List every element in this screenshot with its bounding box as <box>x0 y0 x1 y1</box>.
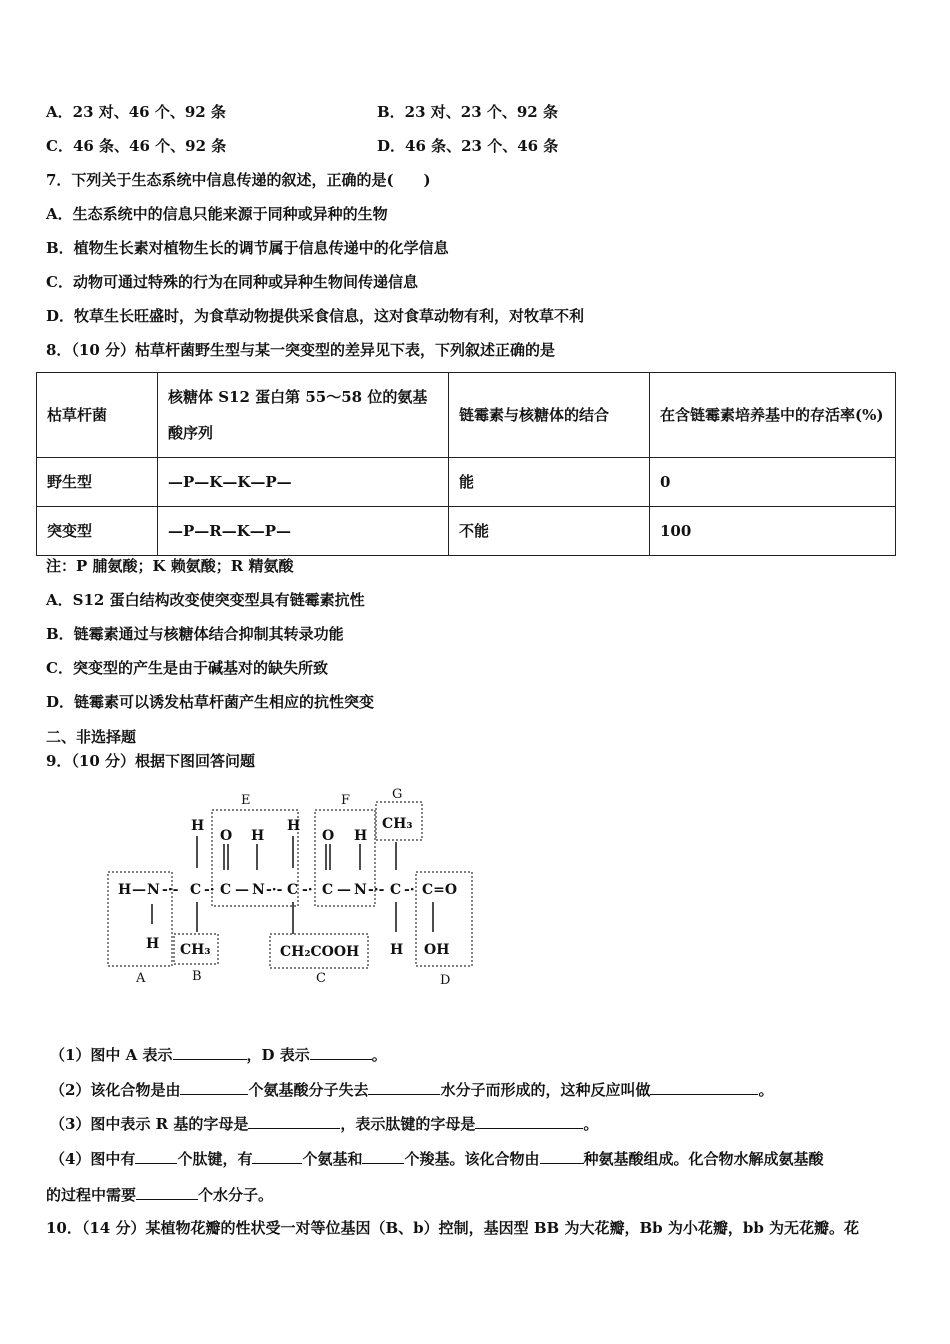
table-note: 注：P 脯氨酸；K 赖氨酸；R 精氨酸 <box>46 557 294 575</box>
svg-text:-·: -· <box>404 882 415 898</box>
table-row <box>37 458 896 507</box>
table-cell: 0 <box>650 458 896 507</box>
q9-sub4-text: 的过程中需要 <box>46 1186 137 1204</box>
atom-c: C <box>287 882 299 898</box>
atom-co: C=O <box>422 882 458 898</box>
atom-oh: OH <box>424 942 450 958</box>
answer-blank[interactable] <box>310 1043 372 1060</box>
answer-blank[interactable] <box>180 1078 248 1095</box>
table-cell: —P—K—K—P— <box>158 458 449 507</box>
atom-h: H <box>390 942 404 958</box>
q9-sub2-text: （2）该化合物是由 <box>50 1081 181 1099</box>
q9-sub4-text: 个羧基。该化合物由 <box>404 1150 540 1168</box>
question-8-stem: 8．（10 分）枯草杆菌野生型与某一突变型的差异见下表，下列叙述正确的是 <box>46 341 556 359</box>
q9-sub3-text: 。 <box>583 1115 599 1133</box>
label-g: G <box>392 787 403 802</box>
answer-blank[interactable] <box>540 1147 584 1164</box>
q9-sub3-text: （3）图中表示 R 基的字母是 <box>50 1115 249 1133</box>
atom-o: O <box>220 828 233 844</box>
q8-option-b: B．链霉素通过与核糖体结合抑制其转录功能 <box>46 625 344 643</box>
q9-sub4-text: 个肽键，有 <box>177 1150 253 1168</box>
label-b: B <box>192 969 202 984</box>
table-cell: 100 <box>650 507 896 556</box>
option-c: C．46 条、46 个、92 条 <box>46 137 227 155</box>
atom-n: N <box>147 882 160 898</box>
q8-option-a: A．S12 蛋白结构改变使突变型具有链霉素抗性 <box>46 591 365 609</box>
answer-blank[interactable] <box>173 1043 247 1060</box>
question-7-stem: 7．下列关于生态系统中信息传递的叙述，正确的是( ) <box>46 171 431 189</box>
svg-text:-·: -· <box>204 882 215 898</box>
comparison-table <box>36 372 896 556</box>
table-header-cell: 枯草杆菌 <box>37 373 158 458</box>
atom-h: H <box>118 882 132 898</box>
q9-sub4-cont <box>46 1183 273 1205</box>
q9-sub4 <box>50 1147 824 1169</box>
svg-text:—: — <box>132 882 146 898</box>
label-c: C <box>316 971 326 986</box>
answer-blank[interactable] <box>248 1112 340 1129</box>
q9-sub2-text: 。 <box>758 1081 774 1099</box>
q9-sub1 <box>50 1043 387 1065</box>
peptide-structure-diagram <box>40 782 560 1012</box>
atom-n: N <box>252 882 265 898</box>
table-header-cell: 链霉素与核糖体的结合 <box>449 373 650 458</box>
table-cell: 突变型 <box>37 507 158 556</box>
svg-text:—: — <box>235 882 249 898</box>
atom-h: H <box>251 828 265 844</box>
table-header-cell: 在含链霉素培养基中的存活率(%) <box>650 373 896 458</box>
svg-text:-·-: -·- <box>266 882 283 898</box>
table-header-row <box>37 373 896 458</box>
answer-blank[interactable] <box>362 1147 404 1164</box>
question-9-stem: 9．（10 分）根据下图回答问题 <box>46 752 256 770</box>
svg-text:-·: -· <box>302 882 313 898</box>
option-d: D．46 条、23 个、46 条 <box>377 137 559 155</box>
table-cell: 不能 <box>449 507 650 556</box>
table-header-cell: 核糖体 S12 蛋白第 55～58 位的氨基酸序列 <box>158 373 449 458</box>
svg-text:-·-: -·- <box>368 882 385 898</box>
answer-blank[interactable] <box>136 1183 198 1200</box>
answer-blank[interactable] <box>475 1112 583 1129</box>
q7-option-d: D．牧草生长旺盛时，为食草动物提供采食信息，这对食草动物有利，对牧草不利 <box>46 307 585 325</box>
label-d: D <box>440 973 451 988</box>
table-cell: 能 <box>449 458 650 507</box>
atom-o: O <box>322 828 335 844</box>
q9-sub4-text: 个水分子。 <box>198 1186 274 1204</box>
answer-blank[interactable] <box>650 1078 758 1095</box>
atom-ch3: CH₃ <box>382 816 413 832</box>
answer-blank[interactable] <box>368 1078 440 1095</box>
section-heading: 二、非选择题 <box>46 728 137 746</box>
answer-blank[interactable] <box>135 1147 177 1164</box>
question-10-stem: 10．（14 分）某植物花瓣的性状受一对等位基因（B、b）控制，基因型 BB 为大花瓣，Bb 为小花瓣，bb 为无花瓣。花 <box>46 1219 860 1237</box>
q9-sub2-text: 个氨基酸分子失去 <box>248 1081 369 1099</box>
q7-option-b: B．植物生长素对植物生长的调节属于信息传递中的化学信息 <box>46 239 449 257</box>
atom-h: H <box>354 828 368 844</box>
q9-sub4-text: 个氨基和 <box>302 1150 363 1168</box>
svg-text:—: — <box>337 882 351 898</box>
option-a: A．23 对、46 个、92 条 <box>46 103 226 121</box>
atom-c: C <box>322 882 334 898</box>
atom-ch3: CH₃ <box>180 942 211 958</box>
q9-sub2 <box>50 1078 774 1100</box>
atom-h: H <box>287 818 301 834</box>
q7-option-c: C．动物可通过特殊的行为在同种或异种生物间传递信息 <box>46 273 418 291</box>
atom-c: C <box>390 882 402 898</box>
peptide-svg <box>40 782 560 1012</box>
q9-sub3 <box>50 1112 598 1134</box>
q8-option-c: C．突变型的产生是由于碱基对的缺失所致 <box>46 659 328 677</box>
q8-option-d: D．链霉素可以诱发枯草杆菌产生相应的抗性突变 <box>46 693 375 711</box>
label-e: E <box>241 793 251 808</box>
q9-sub1-text: ，D 表示 <box>246 1046 310 1064</box>
atom-ch2cooh: CH₂COOH <box>280 944 360 960</box>
answer-blank[interactable] <box>252 1147 302 1164</box>
label-a: A <box>136 971 146 986</box>
q7-option-a: A．生态系统中的信息只能来源于同种或异种的生物 <box>46 205 388 223</box>
table-row <box>37 507 896 556</box>
q9-sub3-text: ，表示肽键的字母是 <box>340 1115 476 1133</box>
atom-c: C <box>220 882 232 898</box>
q9-sub2-text: 水分子而形成的，这种反应叫做 <box>440 1081 651 1099</box>
atom-h: H <box>191 818 205 834</box>
svg-text:-·-: -·- <box>162 882 179 898</box>
option-b: B．23 对、23 个、92 条 <box>377 103 558 121</box>
q9-sub1-text: （1）图中 A 表示 <box>50 1046 173 1064</box>
atom-n: N <box>354 882 367 898</box>
atom-c: C <box>190 882 202 898</box>
label-f: F <box>341 793 351 808</box>
atom-h: H <box>146 936 160 952</box>
table-cell: 野生型 <box>37 458 158 507</box>
q9-sub4-text: （4）图中有 <box>50 1150 136 1168</box>
table-cell: —P—R—K—P— <box>158 507 449 556</box>
q9-sub4-text: 种氨基酸组成。化合物水解成氨基酸 <box>583 1150 824 1168</box>
q9-sub1-text: 。 <box>371 1046 387 1064</box>
